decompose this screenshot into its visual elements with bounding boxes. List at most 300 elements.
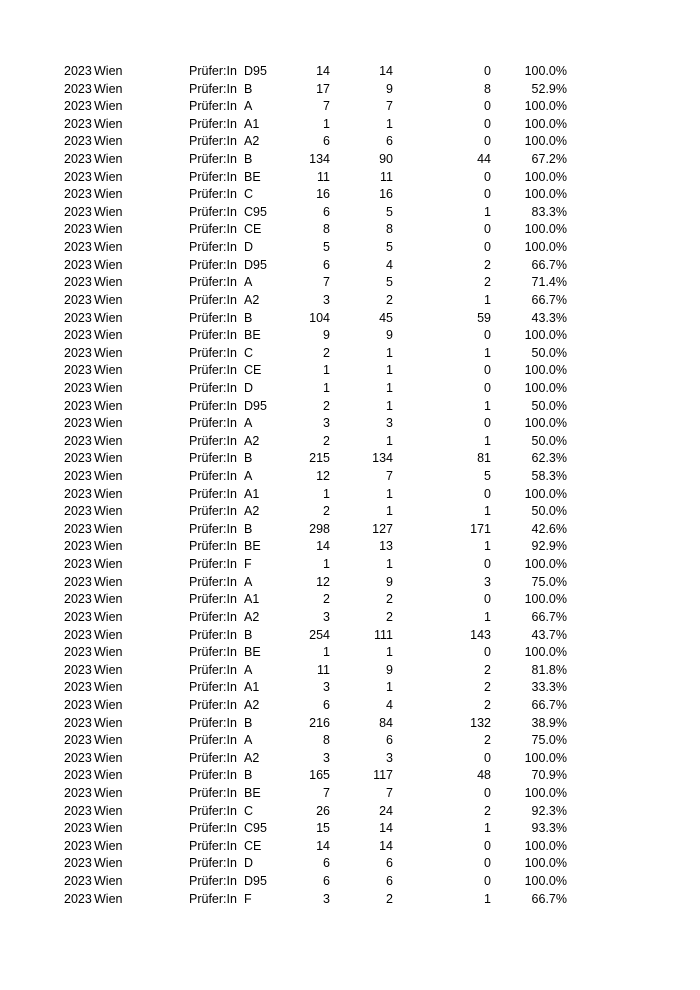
city-cell: Wien <box>94 398 123 413</box>
pass-rate-cell: 100.0% <box>524 592 567 607</box>
failed-cell: 0 <box>484 64 491 78</box>
examiner-cell: Prüfer:In <box>189 504 237 519</box>
year-cell: 2023 <box>64 803 92 818</box>
passed-cell: 1 <box>386 116 393 131</box>
city-cell: Wien <box>94 345 123 360</box>
license-class-cell: C95 <box>244 821 267 836</box>
pass-rate-cell: 100.0% <box>524 240 567 255</box>
pass-rate-cell: 67.2% <box>531 152 567 167</box>
year-cell: 2023 <box>64 275 92 290</box>
pass-rate-cell: 100.0% <box>524 645 567 660</box>
year-cell: 2023 <box>64 134 92 149</box>
examiner-cell: Prüfer:In <box>189 451 237 466</box>
total-cell: 11 <box>317 169 330 184</box>
passed-cell: 6 <box>386 856 393 871</box>
failed-cell: 0 <box>484 363 491 378</box>
passed-cell: 5 <box>386 204 393 219</box>
passed-cell: 111 <box>373 627 393 642</box>
failed-cell: 48 <box>477 768 491 783</box>
failed-cell: 1 <box>484 609 491 624</box>
total-cell: 298 <box>309 521 330 536</box>
passed-cell: 6 <box>386 134 393 149</box>
total-cell: 3 <box>323 609 330 624</box>
license-class-cell: BE <box>244 539 261 554</box>
failed-cell: 0 <box>484 222 491 237</box>
year-cell: 2023 <box>64 469 92 484</box>
pass-rate-cell: 83.3% <box>531 204 567 219</box>
table-row <box>0 556 700 574</box>
city-cell: Wien <box>94 328 123 343</box>
year-cell: 2023 <box>64 768 92 783</box>
license-class-cell: CE <box>244 363 262 378</box>
examiner-cell: Prüfer:In <box>189 609 237 624</box>
examiner-cell: Prüfer:In <box>189 81 237 96</box>
total-cell: 2 <box>323 504 330 519</box>
examiner-cell: Prüfer:In <box>189 715 237 730</box>
total-cell: 1 <box>323 645 330 660</box>
examiner-cell: Prüfer:In <box>189 539 237 554</box>
total-cell: 1 <box>323 486 330 501</box>
year-cell: 2023 <box>64 152 92 167</box>
table-row <box>0 204 700 222</box>
city-cell: Wien <box>94 627 123 642</box>
examiner-cell: Prüfer:In <box>189 469 237 484</box>
total-cell: 16 <box>316 187 330 202</box>
table-row <box>0 732 700 750</box>
year-cell: 2023 <box>64 715 92 730</box>
total-cell: 165 <box>309 768 330 783</box>
city-cell: Wien <box>94 539 123 554</box>
passed-cell: 7 <box>386 469 393 484</box>
license-class-cell: D <box>244 856 254 871</box>
total-cell: 6 <box>323 697 330 712</box>
license-class-cell: B <box>244 81 253 96</box>
examiner-cell: Prüfer:In <box>189 697 237 712</box>
year-cell: 2023 <box>64 733 92 748</box>
city-cell: Wien <box>94 380 123 395</box>
failed-cell: 1 <box>484 292 491 307</box>
examiner-cell: Prüfer:In <box>189 187 237 202</box>
passed-cell: 14 <box>379 64 393 78</box>
examiner-cell: Prüfer:In <box>189 680 237 695</box>
year-cell: 2023 <box>64 116 92 131</box>
year-cell: 2023 <box>64 785 92 800</box>
total-cell: 1 <box>323 557 330 572</box>
total-cell: 2 <box>323 398 330 413</box>
pass-rate-cell: 42.6% <box>531 521 567 536</box>
pass-rate-cell: 100.0% <box>524 187 567 202</box>
passed-cell: 9 <box>386 662 393 677</box>
total-cell: 8 <box>323 733 330 748</box>
total-cell: 15 <box>316 821 330 836</box>
failed-cell: 1 <box>484 398 491 413</box>
failed-cell: 0 <box>484 557 491 572</box>
pass-rate-cell: 62.3% <box>531 451 567 466</box>
license-class-cell: B <box>244 310 253 325</box>
license-class-cell: B <box>244 715 253 730</box>
table-row <box>0 398 700 416</box>
failed-cell: 0 <box>484 328 491 343</box>
year-cell: 2023 <box>64 557 92 572</box>
license-class-cell: D95 <box>244 398 267 413</box>
table-row <box>0 644 700 662</box>
examiner-cell: Prüfer:In <box>189 521 237 536</box>
failed-cell: 2 <box>484 257 491 272</box>
license-class-cell: BE <box>244 169 261 184</box>
table-row <box>0 486 700 504</box>
failed-cell: 1 <box>484 504 491 519</box>
failed-cell: 0 <box>484 750 491 765</box>
year-cell: 2023 <box>64 486 92 501</box>
failed-cell: 0 <box>484 785 491 800</box>
pass-rate-cell: 38.9% <box>531 715 567 730</box>
city-cell: Wien <box>94 152 123 167</box>
city-cell: Wien <box>94 750 123 765</box>
total-cell: 6 <box>323 856 330 871</box>
total-cell: 9 <box>323 328 330 343</box>
passed-cell: 9 <box>386 574 393 589</box>
examiner-cell: Prüfer:In <box>189 240 237 255</box>
table-row <box>0 257 700 275</box>
passed-cell: 6 <box>386 733 393 748</box>
failed-cell: 2 <box>484 803 491 818</box>
examiner-cell: Prüfer:In <box>189 222 237 237</box>
pass-rate-cell: 52.9% <box>531 81 567 96</box>
pass-rate-cell: 66.7% <box>531 609 567 624</box>
total-cell: 11 <box>317 662 330 677</box>
failed-cell: 143 <box>470 627 491 642</box>
examiner-cell: Prüfer:In <box>189 134 237 149</box>
total-cell: 7 <box>323 99 330 114</box>
license-class-cell: A2 <box>244 433 260 448</box>
examiner-cell: Prüfer:In <box>189 257 237 272</box>
year-cell: 2023 <box>64 627 92 642</box>
table-row <box>0 679 700 697</box>
pass-rate-cell: 100.0% <box>524 363 567 378</box>
city-cell: Wien <box>94 874 123 889</box>
pass-rate-cell: 100.0% <box>524 328 567 343</box>
table-row <box>0 98 700 116</box>
city-cell: Wien <box>94 891 123 906</box>
table-row <box>0 81 700 99</box>
examiner-cell: Prüfer:In <box>189 574 237 589</box>
passed-cell: 1 <box>386 363 393 378</box>
total-cell: 1 <box>323 363 330 378</box>
city-cell: Wien <box>94 169 123 184</box>
year-cell: 2023 <box>64 539 92 554</box>
total-cell: 3 <box>323 292 330 307</box>
failed-cell: 1 <box>484 204 491 219</box>
license-class-cell: BE <box>244 785 261 800</box>
pass-rate-cell: 100.0% <box>524 116 567 131</box>
examiner-cell: Prüfer:In <box>189 821 237 836</box>
total-cell: 2 <box>323 345 330 360</box>
passed-cell: 7 <box>386 99 393 114</box>
examiner-cell: Prüfer:In <box>189 891 237 906</box>
pass-rate-cell: 50.0% <box>531 398 567 413</box>
year-cell: 2023 <box>64 292 92 307</box>
license-class-cell: D <box>244 240 254 255</box>
pass-rate-cell: 81.8% <box>531 662 567 677</box>
examiner-cell: Prüfer:In <box>189 398 237 413</box>
table-row <box>0 274 700 292</box>
year-cell: 2023 <box>64 609 92 624</box>
examiner-cell: Prüfer:In <box>189 627 237 642</box>
table-row <box>0 785 700 803</box>
failed-cell: 0 <box>484 874 491 889</box>
city-cell: Wien <box>94 680 123 695</box>
passed-cell: 9 <box>386 328 393 343</box>
total-cell: 7 <box>323 275 330 290</box>
year-cell: 2023 <box>64 99 92 114</box>
year-cell: 2023 <box>64 222 92 237</box>
failed-cell: 59 <box>477 310 491 325</box>
table-row <box>0 116 700 134</box>
table-row <box>0 327 700 345</box>
city-cell: Wien <box>94 363 123 378</box>
table-row <box>0 838 700 856</box>
year-cell: 2023 <box>64 345 92 360</box>
license-class-cell: C <box>244 803 254 818</box>
total-cell: 2 <box>323 592 330 607</box>
examiner-cell: Prüfer:In <box>189 292 237 307</box>
table-row <box>0 503 700 521</box>
city-cell: Wien <box>94 574 123 589</box>
city-cell: Wien <box>94 803 123 818</box>
pass-rate-cell: 33.3% <box>531 680 567 695</box>
pass-rate-cell: 100.0% <box>524 838 567 853</box>
license-class-cell: D95 <box>244 874 267 889</box>
city-cell: Wien <box>94 187 123 202</box>
examiner-cell: Prüfer:In <box>189 416 237 431</box>
passed-cell: 11 <box>380 169 393 184</box>
examiner-cell: Prüfer:In <box>189 856 237 871</box>
failed-cell: 0 <box>484 645 491 660</box>
year-cell: 2023 <box>64 645 92 660</box>
pass-rate-cell: 43.7% <box>531 627 567 642</box>
table-row <box>0 362 700 380</box>
examiner-cell: Prüfer:In <box>189 204 237 219</box>
city-cell: Wien <box>94 257 123 272</box>
examiner-cell: Prüfer:In <box>189 310 237 325</box>
city-cell: Wien <box>94 292 123 307</box>
failed-cell: 1 <box>484 891 491 906</box>
examiner-cell: Prüfer:In <box>189 874 237 889</box>
license-class-cell: BE <box>244 328 261 343</box>
failed-cell: 0 <box>484 856 491 871</box>
city-cell: Wien <box>94 557 123 572</box>
pass-rate-cell: 58.3% <box>531 469 567 484</box>
total-cell: 12 <box>316 469 330 484</box>
license-class-cell: B <box>244 768 253 783</box>
license-class-cell: CE <box>244 838 262 853</box>
total-cell: 6 <box>323 257 330 272</box>
table-row <box>0 292 700 310</box>
license-class-cell: F <box>244 891 252 906</box>
passed-cell: 1 <box>386 504 393 519</box>
year-cell: 2023 <box>64 363 92 378</box>
pass-rate-cell: 100.0% <box>524 169 567 184</box>
city-cell: Wien <box>94 645 123 660</box>
passed-cell: 3 <box>386 750 393 765</box>
year-cell: 2023 <box>64 521 92 536</box>
passed-cell: 134 <box>372 451 393 466</box>
passed-cell: 84 <box>379 715 393 730</box>
passed-cell: 1 <box>386 680 393 695</box>
total-cell: 14 <box>316 838 330 853</box>
pass-rate-cell: 50.0% <box>531 504 567 519</box>
total-cell: 8 <box>323 222 330 237</box>
city-cell: Wien <box>94 521 123 536</box>
failed-cell: 1 <box>484 539 491 554</box>
pass-rate-cell: 92.9% <box>531 539 567 554</box>
passed-cell: 7 <box>386 785 393 800</box>
passed-cell: 1 <box>386 557 393 572</box>
year-cell: 2023 <box>64 240 92 255</box>
year-cell: 2023 <box>64 874 92 889</box>
failed-cell: 0 <box>484 240 491 255</box>
city-cell: Wien <box>94 222 123 237</box>
examiner-cell: Prüfer:In <box>189 592 237 607</box>
passed-cell: 4 <box>386 697 393 712</box>
pass-rate-cell: 71.4% <box>531 275 567 290</box>
year-cell: 2023 <box>64 204 92 219</box>
examiner-cell: Prüfer:In <box>189 662 237 677</box>
year-cell: 2023 <box>64 433 92 448</box>
failed-cell: 0 <box>484 116 491 131</box>
license-class-cell: A2 <box>244 292 260 307</box>
total-cell: 104 <box>309 310 330 325</box>
examiner-cell: Prüfer:In <box>189 99 237 114</box>
year-cell: 2023 <box>64 257 92 272</box>
license-class-cell: BE <box>244 645 261 660</box>
passed-cell: 6 <box>386 874 393 889</box>
total-cell: 14 <box>316 539 330 554</box>
passed-cell: 117 <box>373 768 393 783</box>
pass-rate-cell: 50.0% <box>531 345 567 360</box>
passed-cell: 45 <box>379 310 393 325</box>
pass-rate-cell: 100.0% <box>524 380 567 395</box>
failed-cell: 3 <box>484 574 491 589</box>
city-cell: Wien <box>94 64 123 78</box>
table-row <box>0 697 700 715</box>
table-row <box>0 873 700 891</box>
passed-cell: 2 <box>386 609 393 624</box>
table-row <box>0 855 700 873</box>
pass-rate-cell: 66.7% <box>531 257 567 272</box>
table-row <box>0 574 700 592</box>
license-class-cell: CE <box>244 222 262 237</box>
passed-cell: 9 <box>386 81 393 96</box>
examiner-cell: Prüfer:In <box>189 733 237 748</box>
license-class-cell: F <box>244 557 252 572</box>
passed-cell: 14 <box>379 821 393 836</box>
year-cell: 2023 <box>64 81 92 96</box>
year-cell: 2023 <box>64 697 92 712</box>
failed-cell: 1 <box>484 345 491 360</box>
total-cell: 3 <box>323 680 330 695</box>
table-row <box>0 345 700 363</box>
license-class-cell: A <box>244 275 253 290</box>
total-cell: 12 <box>316 574 330 589</box>
failed-cell: 0 <box>484 134 491 149</box>
total-cell: 17 <box>316 81 330 96</box>
pass-rate-cell: 100.0% <box>524 134 567 149</box>
total-cell: 1 <box>323 116 330 131</box>
license-class-cell: D <box>244 380 254 395</box>
total-cell: 26 <box>316 803 330 818</box>
city-cell: Wien <box>94 609 123 624</box>
failed-cell: 8 <box>484 81 491 96</box>
passed-cell: 2 <box>386 592 393 607</box>
table-row <box>0 239 700 257</box>
pass-rate-cell: 100.0% <box>524 557 567 572</box>
pass-rate-cell: 100.0% <box>524 64 567 78</box>
city-cell: Wien <box>94 821 123 836</box>
license-class-cell: B <box>244 152 253 167</box>
year-cell: 2023 <box>64 504 92 519</box>
passed-cell: 8 <box>386 222 393 237</box>
year-cell: 2023 <box>64 451 92 466</box>
examiner-cell: Prüfer:In <box>189 768 237 783</box>
city-cell: Wien <box>94 733 123 748</box>
failed-cell: 0 <box>484 169 491 184</box>
license-class-cell: A1 <box>244 486 260 501</box>
failed-cell: 0 <box>484 99 491 114</box>
passed-cell: 4 <box>386 257 393 272</box>
table-row <box>0 169 700 187</box>
passed-cell: 90 <box>379 152 393 167</box>
license-class-cell: C <box>244 345 254 360</box>
failed-cell: 0 <box>484 416 491 431</box>
failed-cell: 2 <box>484 662 491 677</box>
city-cell: Wien <box>94 134 123 149</box>
license-class-cell: B <box>244 451 253 466</box>
license-class-cell: A <box>244 662 253 677</box>
city-cell: Wien <box>94 768 123 783</box>
passed-cell: 5 <box>386 275 393 290</box>
failed-cell: 0 <box>484 187 491 202</box>
city-cell: Wien <box>94 486 123 501</box>
license-class-cell: C <box>244 187 254 202</box>
failed-cell: 2 <box>484 697 491 712</box>
exam-results-sheet <box>0 63 700 908</box>
table-row <box>0 221 700 239</box>
pass-rate-cell: 66.7% <box>531 292 567 307</box>
year-cell: 2023 <box>64 574 92 589</box>
year-cell: 2023 <box>64 416 92 431</box>
table-row <box>0 891 700 909</box>
license-class-cell: A2 <box>244 504 260 519</box>
city-cell: Wien <box>94 697 123 712</box>
examiner-cell: Prüfer:In <box>189 785 237 800</box>
license-class-cell: A2 <box>244 697 260 712</box>
passed-cell: 1 <box>386 398 393 413</box>
table-row <box>0 627 700 645</box>
passed-cell: 5 <box>386 240 393 255</box>
examiner-cell: Prüfer:In <box>189 380 237 395</box>
license-class-cell: A <box>244 99 253 114</box>
city-cell: Wien <box>94 240 123 255</box>
examiner-cell: Prüfer:In <box>189 363 237 378</box>
pass-rate-cell: 92.3% <box>531 803 567 818</box>
failed-cell: 2 <box>484 275 491 290</box>
total-cell: 254 <box>309 627 330 642</box>
failed-cell: 0 <box>484 380 491 395</box>
table-row <box>0 380 700 398</box>
table-row <box>0 803 700 821</box>
table-row <box>0 63 700 81</box>
